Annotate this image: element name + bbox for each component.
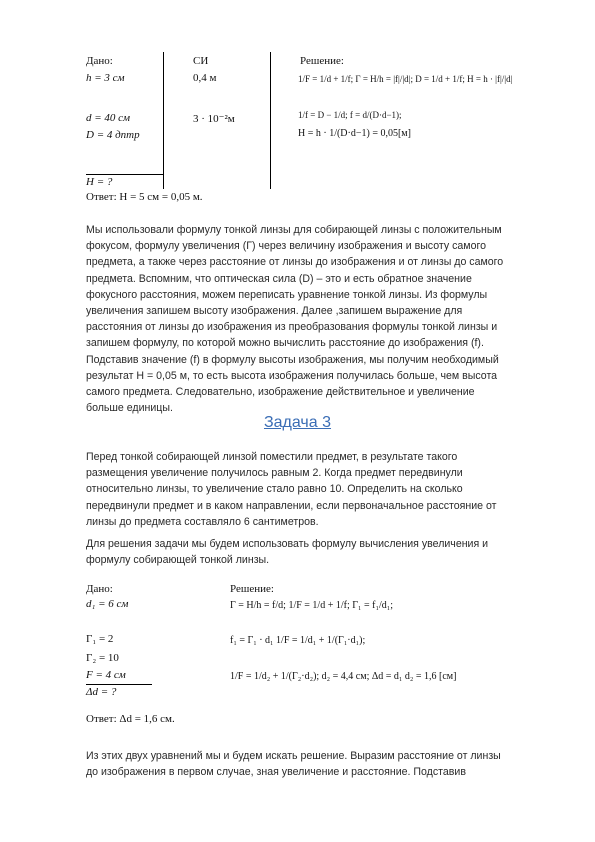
paragraph-line: Мы использовали формулу тонкой линзы для собирающей линзы с положительным (86, 224, 502, 236)
table-divider-given (163, 52, 164, 189)
given-H: H = ? (86, 176, 113, 188)
given-g2: Г₂ = 10 (86, 652, 119, 664)
paragraph-line: больше единицы. (86, 402, 173, 415)
paragraph-line: расстояния от линзы до изображения из преобразования формулы тонкой линзы и (86, 321, 498, 334)
paragraph-line: фокусного расстояния, можем переписать уравнение тонкой линзы. Из формулы (86, 288, 488, 301)
explanation-paragraph (86, 222, 556, 416)
paragraph-line: передвинули предмет и в каком направлении, если первоначальное расстояние от (86, 499, 497, 512)
paragraph-line: фокусом, формулу увеличения (Г) через величину изображения и высоту самого (86, 240, 486, 253)
solution-header: Решение: (230, 583, 274, 595)
given-d: d = 40 см (86, 112, 131, 124)
paragraph-line: предмета, а также через расстояние от линзы до изображения и от линзы до самого (86, 256, 504, 269)
solution-formula-2: f₁ = Г₁ · d₁ 1/F = 1/d₁ + 1/(Г₁·d₁); (230, 635, 366, 646)
paragraph-line: линзы до предмета составляло 6 сантиметров. (86, 515, 319, 528)
given-F: F = 4 см (86, 669, 126, 681)
paragraph-line: Для решения задачи мы будем использовать формулу вычисления увеличения и (86, 538, 489, 550)
paragraph-line: увеличения запишем высоту изображения. Далее ,запишем выражение для (86, 305, 463, 318)
solution-formula-3: H = h · 1/(D·d−1) = 0,05[м] (298, 128, 411, 139)
solution-formula-2: 1/f = D − 1/d; f = d/(D·d−1); (298, 110, 402, 120)
paragraph-line: результат H = 0,05 м, то есть высота изображения получилась больше, чем высота (86, 369, 498, 382)
si-header: СИ (193, 55, 209, 67)
si-h: 0,4 м (193, 72, 217, 84)
solution-header: Решение: (300, 55, 344, 67)
section-heading-task3: Задача 3 (263, 414, 332, 431)
given-h: h = 3 см (86, 72, 125, 84)
table-divider-si (270, 52, 271, 189)
problem-statement (86, 449, 556, 530)
paragraph-line: Перед тонкой собирающей линзой поместили предмет, в результате такого (86, 451, 458, 463)
paragraph-line: относительно линзы, то увеличение стало равно 10. Определить на сколько (86, 483, 463, 496)
solution-formula-1: 1/F = 1/d + 1/f; Г = H/h = |f|/|d|; D = 1/d + 1/f; H = h · |f|/|d| (298, 74, 513, 84)
paragraph-line: самого предмета. Следовательно, изображение действительное и увеличение (86, 386, 475, 399)
paragraph-line: Подставив значение (f) в формулу высоты изображения, мы получим необходимый (86, 353, 499, 366)
given-header: Дано: (86, 583, 113, 595)
answer-text: Ответ: H = 5 см = 0,05 м. (86, 191, 203, 203)
given-underline (86, 684, 152, 685)
given-header: Дано: (86, 55, 113, 67)
answer-text: Ответ: Δd = 1,6 см. (86, 713, 175, 725)
given-D: D = 4 дптр (86, 129, 140, 141)
paragraph-line: Из этих двух уравнений мы и будем искать решение. Выразим расстояние от линзы (86, 750, 501, 762)
paragraph-line: формулу собирающей тонкой линзы. (86, 554, 270, 567)
paragraph-line: размещения увеличение получилось равным 2. Когда предмет передвинули (86, 467, 463, 480)
paragraph-line: предмета. Вспомним, что оптическая сила (D) – это и есть обратное значение (86, 272, 472, 285)
paragraph-line: до изображения в первом случае, зная увеличение и расстояние. Подставив (86, 766, 466, 779)
given-g1: Г₁ = 2 (86, 633, 114, 645)
closing-paragraph (86, 748, 556, 780)
given-dd: Δd = ? (86, 686, 117, 698)
method-paragraph (86, 536, 556, 568)
given-d1: d₁ = 6 см (86, 598, 129, 610)
solution-formula-1: Г = H/h = f/d; 1/F = 1/d + 1/f; Г₁ = f₁/d₁; (230, 600, 393, 611)
si-d: 3 · 10⁻²м (193, 113, 235, 125)
solution-formula-3: 1/F = 1/d₂ + 1/(Г₂·d₂); d₂ = 4,4 см; Δd = d₁ d₂ = 1,6 [см] (230, 671, 457, 682)
paragraph-line: запишем формулу, по которой можно вычислить расстояние до изображения (f). (86, 337, 484, 350)
given-underline (86, 174, 163, 175)
